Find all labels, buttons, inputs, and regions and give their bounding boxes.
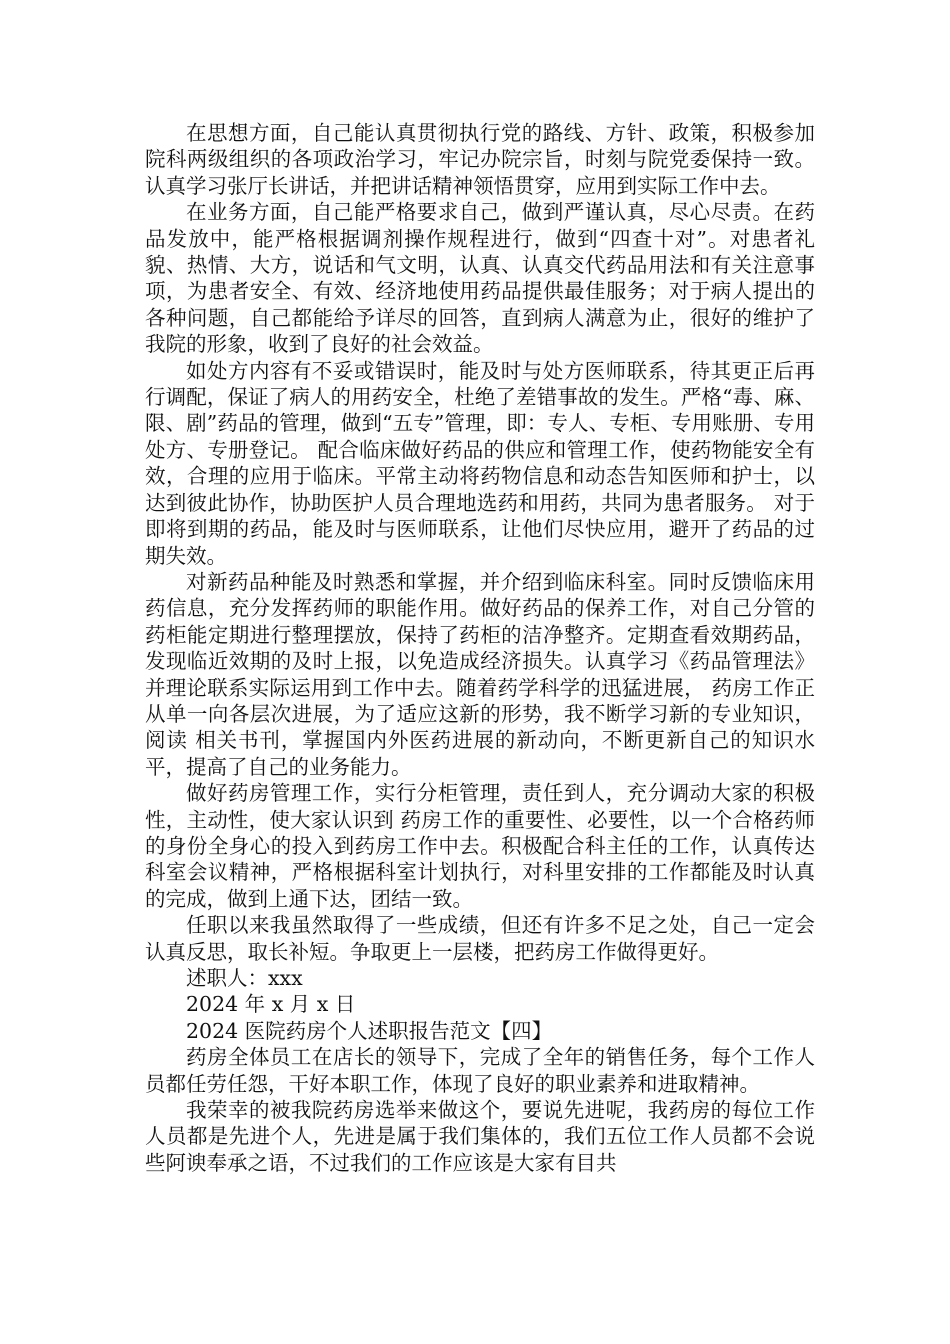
section-heading: 2024 医院药房个人述职报告范文【四】 — [186, 1018, 553, 1043]
document-page — [145, 120, 815, 1176]
signature-line: 述职人：xxx — [186, 966, 303, 990]
paragraph-honor: 我荣幸的被我院药房选举来做这个，要说先进呢，我药房的每位工作人员都是先进个人，先进是属于我们集体的，我们五位工作人员都不会说些阿谀奉承之语，不过我们的工作应该是大家有目共 — [145, 1098, 815, 1175]
paragraph-prescription: 如处方内容有不妥或错误时，能及时与处方医师联系，待其更正后再行调配，保证了病人的用药安全，杜绝了差错事故的发生。严格“毒、麻、限、剧”药品的管理，做到“五专”管理，即：专人、专柜、专用账册、专用处方、专册登记。 配合临床做好药品的供应和管理工作，使药物能安全有效，合理的应用于临床。平常主动将药物信息和动态告知医师和护士，以达到彼此协作，协助医护人员合理地选药和用药，共同为患者服务。 对于即将到期的药品，能及时与医师联系，让他们尽快应用，避开了药品的过期失效。 — [145, 358, 815, 568]
paragraph-ideology: 在思想方面，自己能认真贯彻执行党的路线、方针、政策，积极参加院科两级组织的各项政治学习，牢记办院宗旨，时刻与院党委保持一致。认真学习张厅长讲话，并把讲话精神领悟贯穿，应用到实际工作中去。 — [145, 121, 815, 198]
paragraph-summary: 任职以来我虽然取得了一些成绩，但还有许多不足之处，自己一定会认真反思，取长补短。争取更上一层楼，把药房工作做得更好。 — [145, 913, 815, 964]
date-line: 2024 年 x 月 x 日 — [186, 992, 356, 1017]
paragraph-management: 做好药房管理工作，实行分柜管理，责任到人，充分调动大家的积极性，主动性，使大家认识到 药房工作的重要性、必要性，以一个合格药师的身份全身心的投入到药房工作中去。积极配合科主任的工作，认真传达科室会议精神，严格根据科室计划执行，对科里安排的工作都能及时认真的完成，做到上通下达，团结一致。 — [145, 781, 815, 911]
paragraph-business: 在业务方面，自己能严格要求自己，做到严谨认真，尽心尽责。在药品发放中，能严格根据调剂操作规程进行，做到“四查十对”。对患者礼貌、热情、大方，说话和气文明，认真、认真交代药品用法和有关注意事项，为患者安全、有效、经济地使用药品提供最佳服务；对于病人提出的各种问题，自己都能给予详尽的回答，直到病人满意为止，很好的维护了我院的形象，收到了良好的社会效益。 — [145, 200, 815, 357]
paragraph-new-drugs: 对新药品种能及时熟悉和掌握，并介绍到临床科室。同时反馈临床用药信息，充分发挥药师的职能作用。做好药品的保养工作，对自己分管的药柜能定期进行整理摆放，保持了药柜的洁净整齐。定期查看效期药品，发现临近效期的及时上报，以免造成经济损失。认真学习《药品管理法》并理论联系实际运用到工作中去。随着药学科学的迅猛进展， 药房工作正从单一向各层次进展，为了适应这新的形势，我不断学习新的专业知识，阅读 相关书刊，掌握国内外医药进展的新动向，不断更新自己的知识水平，提高了自己的业务能力。 — [145, 569, 815, 779]
paragraph-team: 药房全体员工在店长的领导下，完成了全年的销售任务，每个工作人员都任劳任怨，干好本职工作，体现了良好的职业素养和进取精神。 — [145, 1045, 815, 1096]
